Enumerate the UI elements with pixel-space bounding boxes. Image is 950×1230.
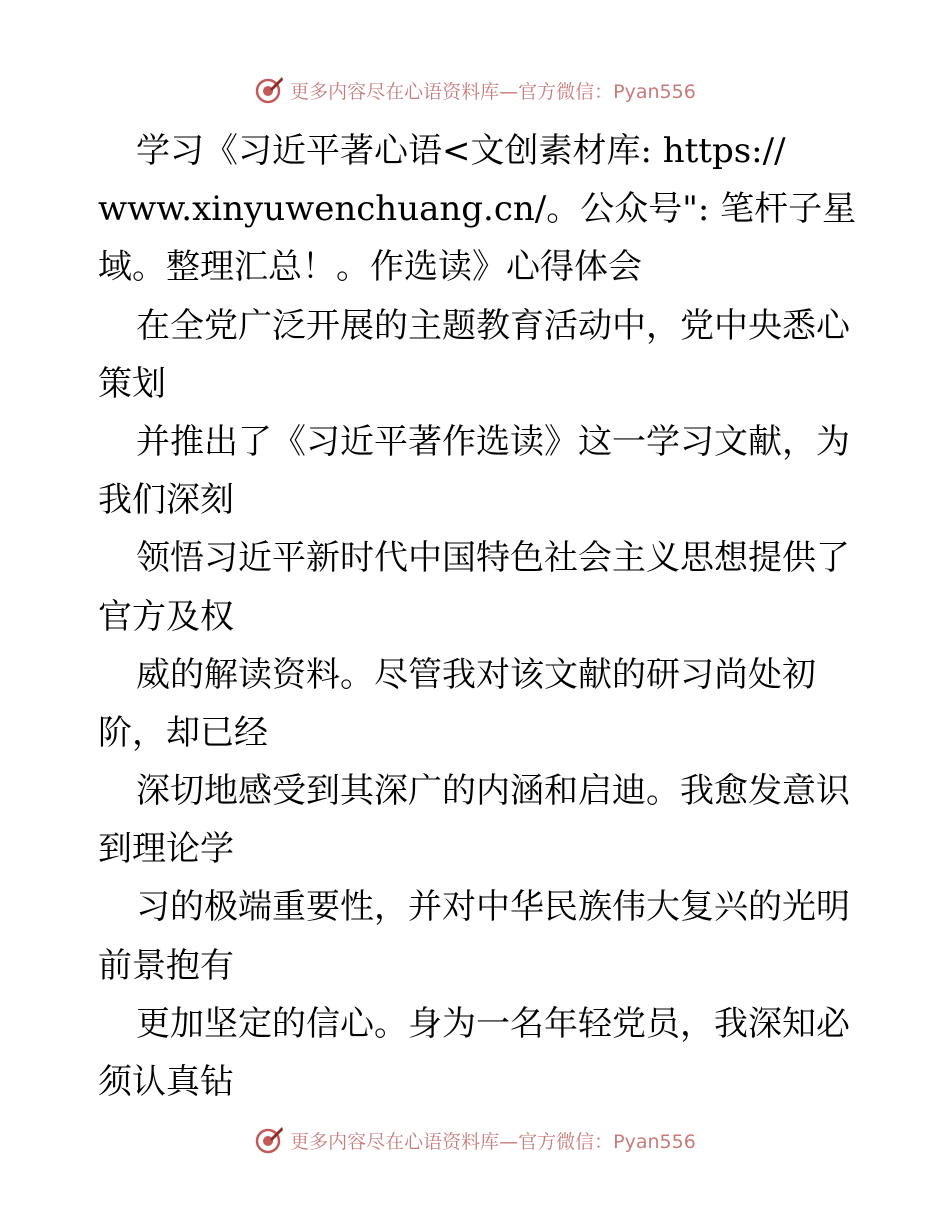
text-line: 习的极端重要性，并对中华民族伟大复兴的光明 bbox=[136, 887, 850, 928]
pen-logo-icon bbox=[254, 1125, 284, 1155]
text-line: www.xinyuwenchuang.cn/。公众号": 笔杆子星 bbox=[98, 189, 857, 230]
footer-banner-text: 更多内容尽在心语资料库—官方微信：Pyan556 bbox=[290, 1130, 696, 1153]
header-banner-text: 更多内容尽在心语资料库—官方微信：Pyan556 bbox=[290, 80, 696, 103]
text-line: 我们深刻 bbox=[98, 480, 234, 521]
text-line: 深切地感受到其深广的内涵和启迪。我愈发意识 bbox=[136, 771, 850, 812]
document-body bbox=[98, 122, 858, 1111]
text-line: 更加坚定的信心。身为一名年轻党员，我深知必 bbox=[136, 1003, 850, 1044]
header-banner bbox=[0, 70, 950, 110]
text-line: 阶，却已经 bbox=[98, 712, 268, 753]
text-line: 官方及权 bbox=[98, 596, 234, 637]
text-line: 策划 bbox=[98, 363, 166, 404]
text-line: 前景抱有 bbox=[98, 945, 234, 986]
text-line: 并推出了《习近平著作选读》这一学习文献，为 bbox=[136, 421, 850, 462]
text-line: 领悟习近平新时代中国特色社会主义思想提供了 bbox=[136, 538, 850, 579]
text-line: 到理论学 bbox=[98, 829, 234, 870]
text-line: 域。整理汇总！。作选读》心得体会 bbox=[98, 247, 642, 288]
pen-logo-icon bbox=[254, 75, 284, 105]
text-line: 在全党广泛开展的主题教育活动中，党中央悉心 bbox=[136, 305, 850, 346]
text-line: 学习《习近平著心语<文创素材库: https:// bbox=[136, 131, 786, 171]
footer-banner bbox=[0, 1120, 950, 1160]
text-line: 须认真钻 bbox=[98, 1062, 234, 1102]
text-line: 威的解读资料。尽管我对该文献的研习尚处初 bbox=[136, 654, 816, 695]
